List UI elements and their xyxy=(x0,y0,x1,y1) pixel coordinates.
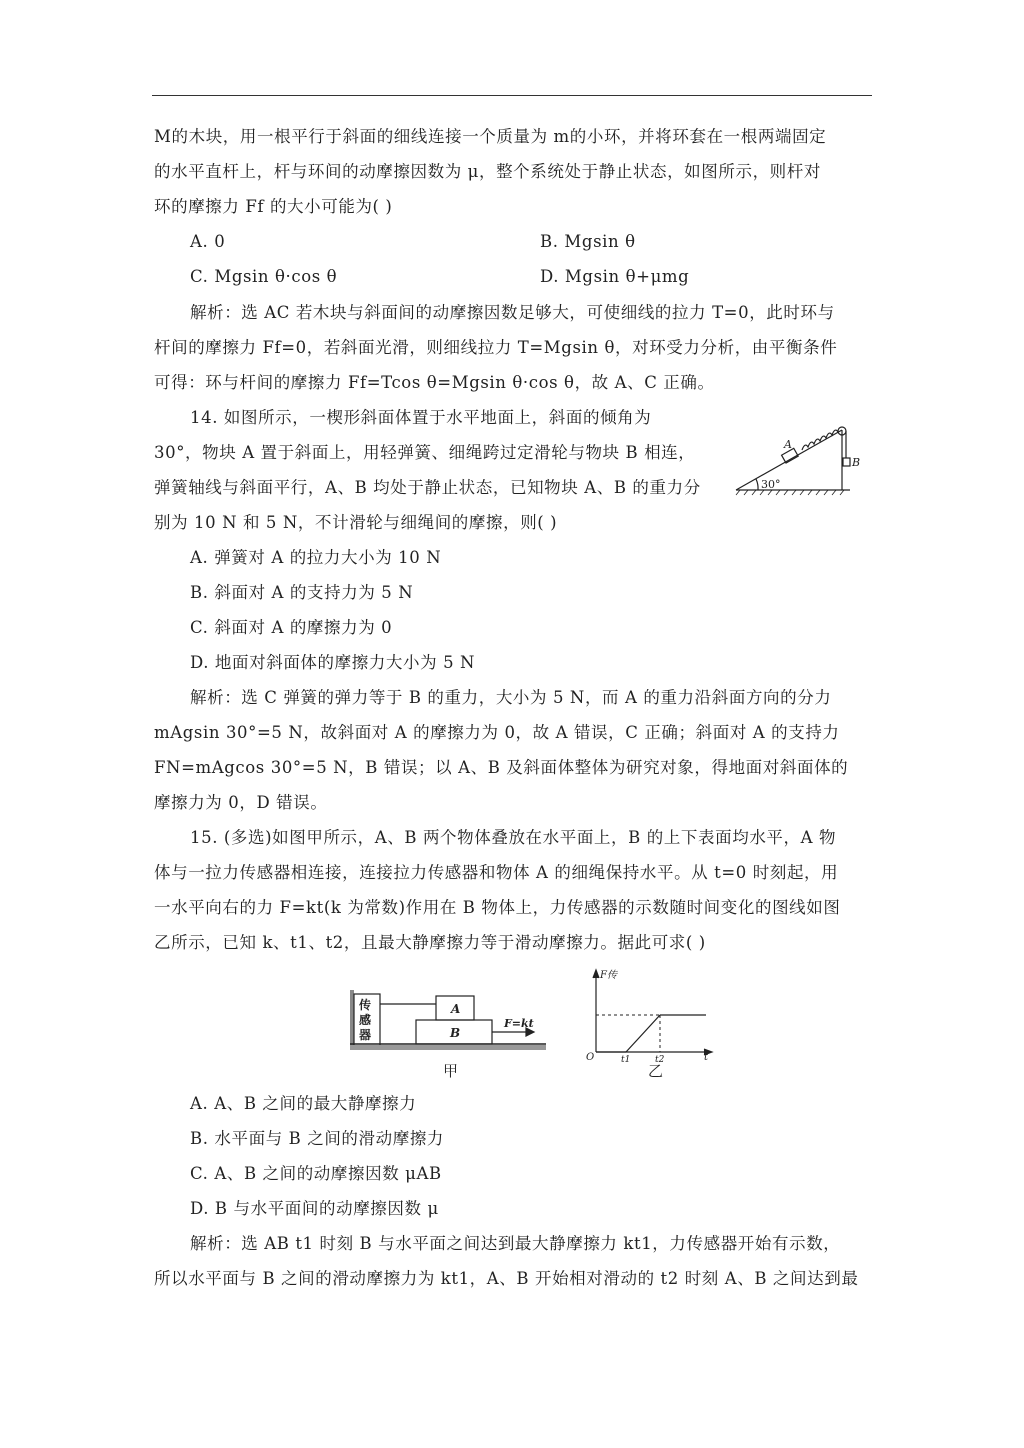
text-line: 摩擦力为 0，D 错误。 xyxy=(154,793,328,812)
sensor-label-1: 传 xyxy=(359,998,372,1012)
figure-15b-caption: 乙 xyxy=(648,1062,664,1080)
y-axis-label: F传 xyxy=(600,970,617,981)
text-line: 15. (多选)如图甲所示，A、B 两个物体叠放在水平面上，B 的上下表面均水平，A 物 xyxy=(190,828,837,847)
text-line: D. 地面对斜面体的摩擦力大小为 5 N xyxy=(190,653,476,672)
figure-14-incline xyxy=(732,418,872,498)
t1-label: t1 xyxy=(621,1055,631,1062)
x-axis-label: t xyxy=(704,1052,709,1062)
text-line: 杆间的摩擦力 Ff=0，若斜面光滑，则细线拉力 T=Mgsin θ，对环受力分析，由平衡条件 xyxy=(154,338,838,357)
block-a-label: A xyxy=(784,438,792,451)
text-line: 30°，物块 A 置于斜面上，用轻弹簧、细绳跨过定滑轮与物块 B 相连， xyxy=(154,443,696,462)
option-left: C. Mgsin θ·cos θ xyxy=(190,267,338,286)
sensor-label-3: 器 xyxy=(359,1028,372,1042)
text-line: 一水平向右的力 F=kt(k 为常数)作用在 B 物体上，力传感器的示数随时间变化的图线如图 xyxy=(154,898,841,917)
text-line: 14. 如图所示，一楔形斜面体置于水平地面上，斜面的倾角为 xyxy=(190,408,652,427)
option-left: A. 0 xyxy=(190,232,226,251)
text-line: B. 水平面与 B 之间的滑动摩擦力 xyxy=(190,1129,445,1148)
text-line: 环的摩擦力 Ff 的大小可能为( ) xyxy=(154,197,393,216)
sensor-label-2: 感 xyxy=(359,1013,372,1027)
figure-15-graph xyxy=(586,966,716,1062)
text-line: 可得：环与杆间的摩擦力 Ff=Tcos θ=Mgsin θ·cos θ，故 A、C 正确。 xyxy=(154,373,715,392)
block-b-label: B xyxy=(450,1026,461,1040)
text-line: 乙所示，已知 k、t1、t2，且最大静摩擦力等于滑动摩擦力。据此可求( ) xyxy=(154,933,706,952)
text-line: 的水平直杆上，杆与环间的动摩擦因数为 μ，整个系统处于静止状态，如图所示，则杆对 xyxy=(154,162,821,181)
text-line: C. A、B 之间的动摩擦因数 μAB xyxy=(190,1164,442,1183)
angle-label: 30° xyxy=(761,478,781,491)
t2-label: t2 xyxy=(655,1055,665,1062)
text-line: FN=mAgcos 30°=5 N，B 错误；以 A、B 及斜面体整体为研究对象，得地面对斜面体的 xyxy=(154,758,849,777)
text-line: A. 弹簧对 A 的拉力大小为 10 N xyxy=(190,548,442,567)
block-a-label: A xyxy=(451,1002,461,1016)
figure-15-setup xyxy=(346,986,556,1054)
text-line: 弹簧轴线与斜面平行，A、B 均处于静止状态，已知物块 A、B 的重力分 xyxy=(154,478,701,497)
block-b-label: B xyxy=(852,456,861,469)
text-line: mAgsin 30°=5 N，故斜面对 A 的摩擦力为 0，故 A 错误，C 正确；斜面对 A 的支持力 xyxy=(154,723,840,742)
origin-label: O xyxy=(586,1052,595,1062)
text-line: M的木块，用一根平行于斜面的细线连接一个质量为 m的小环，并将环套在一根两端固定 xyxy=(154,127,827,146)
text-line: 体与一拉力传感器相连接，连接拉力传感器和物体 A 的细绳保持水平。从 t=0 时刻起，用 xyxy=(154,863,839,882)
text-line: B. 斜面对 A 的支持力为 5 N xyxy=(190,583,414,602)
text-line: 解析：选 AC 若木块与斜面间的动摩擦因数足够大，可使细线的拉力 T=0，此时环与 xyxy=(190,303,835,322)
option-right: D. Mgsin θ+μmg xyxy=(540,267,690,286)
option-right: B. Mgsin θ xyxy=(540,232,636,251)
text-line: A. A、B 之间的最大静摩擦力 xyxy=(190,1094,417,1113)
text-line: 别为 10 N 和 5 N，不计滑轮与细绳间的摩擦，则( ) xyxy=(154,513,558,532)
text-line: D. B 与水平面间的动摩擦因数 μ xyxy=(190,1199,439,1218)
force-label: F=kt xyxy=(504,1017,534,1030)
text-line: 解析：选 C 弹簧的弹力等于 B 的重力，大小为 5 N，而 A 的重力沿斜面方向的分力 xyxy=(190,688,832,707)
text-line: 解析：选 AB t1 时刻 B 与水平面之间达到最大静摩擦力 kt1，力传感器开始有示数， xyxy=(190,1234,841,1253)
header-rule xyxy=(152,95,872,96)
text-line: C. 斜面对 A 的摩擦力为 0 xyxy=(190,618,393,637)
figure-15a-caption: 甲 xyxy=(443,1062,459,1080)
text-line: 所以水平面与 B 之间的滑动摩擦力为 kt1，A、B 开始相对滑动的 t2 时刻 A、B 之间达到最 xyxy=(154,1269,859,1288)
